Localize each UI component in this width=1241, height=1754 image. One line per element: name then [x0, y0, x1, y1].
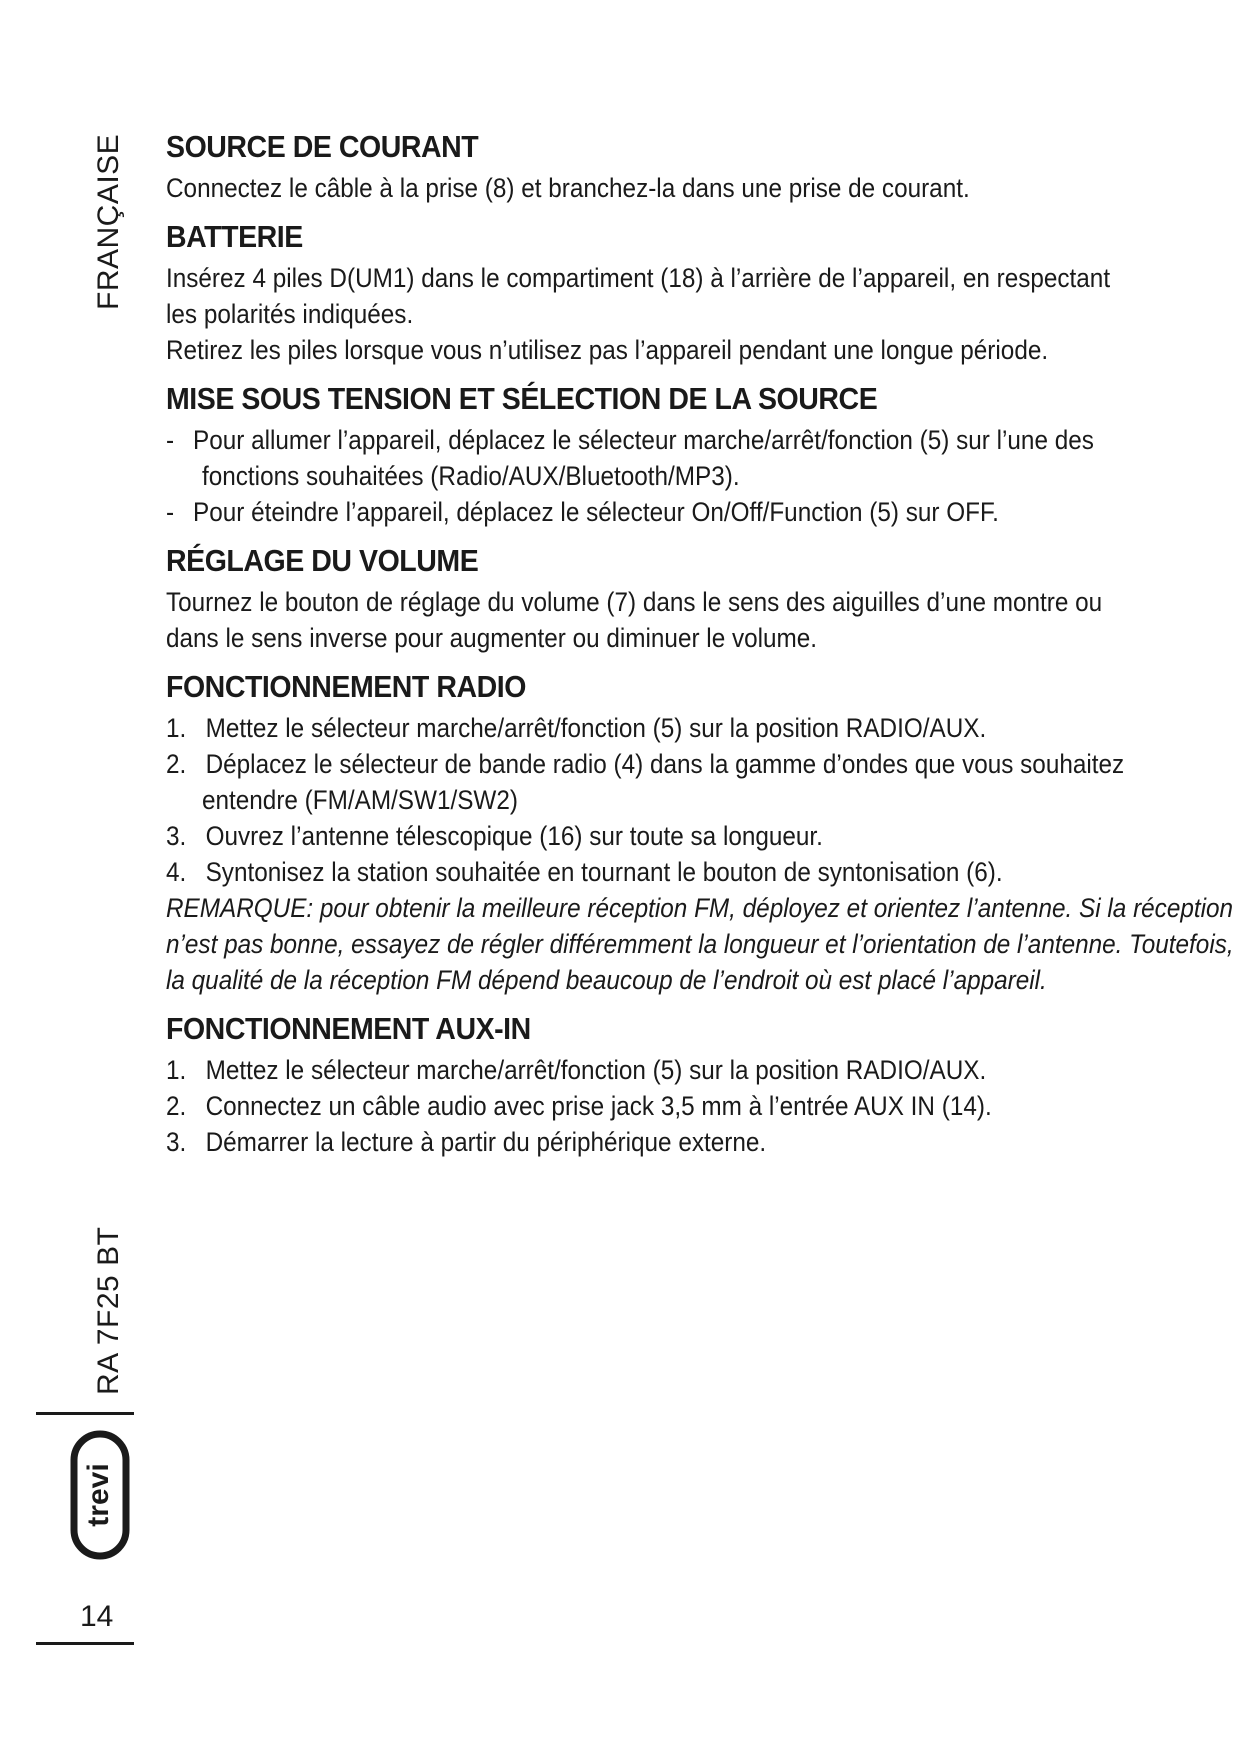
main-content: [166, 128, 1234, 1172]
note-text: n’est pas bonne, essayez de régler différemment la longueur et l’orientation de l’antenne. Toutefois,: [166, 929, 1234, 959]
section-title: BATTERIE: [166, 219, 303, 254]
section-title: FONCTIONNEMENT AUX-IN: [166, 1011, 531, 1046]
language-label: FRANÇAISE: [92, 133, 125, 310]
paragraph: Tournez le bouton de réglage du volume (7) dans le sens des aiguilles d’une montre ou: [166, 587, 1103, 617]
list-item: - Pour éteindre l’appareil, déplacez le sélecteur On/Off/Function (5) sur OFF.: [166, 497, 999, 527]
section-power-source: [166, 128, 1166, 206]
numbered-list: [166, 710, 1166, 890]
section-title: FONCTIONNEMENT RADIO: [166, 669, 526, 704]
model-divider: [36, 1412, 134, 1415]
page-number-underline: [36, 1642, 134, 1645]
trevi-logo: [68, 1430, 132, 1560]
page-number: 14: [80, 1600, 114, 1633]
section-volume: [166, 542, 1166, 656]
list-item: 2. Connectez un câble audio avec prise jack 3,5 mm à l’entrée AUX IN (14).: [166, 1091, 992, 1121]
list-item: 2. Déplacez le sélecteur de bande radio (4) dans la gamme d’ondes que vous souhaitez: [166, 749, 1125, 779]
note-text: la qualité de la réception FM dépend beaucoup de l’endroit où est placé l’appareil.: [166, 965, 1047, 995]
list-item: 1. Mettez le sélecteur marche/arrêt/fonction (5) sur la position RADIO/AUX.: [166, 1055, 987, 1085]
list-item: 3. Ouvrez l’antenne télescopique (16) sur toute sa longueur.: [166, 821, 823, 851]
section-power-on: [166, 380, 1166, 530]
section-title: MISE SOUS TENSION ET SÉLECTION DE LA SOURCE: [166, 381, 878, 416]
svg-text:trevi: trevi: [82, 1463, 115, 1527]
list-item: - Pour allumer l’appareil, déplacez le sélecteur marche/arrêt/fonction (5) sur l’une des: [166, 425, 1094, 455]
list-item-continuation: fonctions souhaitées (Radio/AUX/Bluetooth/MP3).: [202, 461, 740, 491]
section-battery: [166, 218, 1166, 368]
list-item-continuation: entendre (FM/AM/SW1/SW2): [202, 785, 518, 815]
paragraph: dans le sens inverse pour augmenter ou diminuer le volume.: [166, 623, 818, 653]
paragraph: Retirez les piles lorsque vous n’utilisez pas l’appareil pendant une longue période.: [166, 335, 1049, 365]
paragraph: Connectez le câble à la prise (8) et branchez-la dans une prise de courant.: [166, 173, 970, 203]
bullet-list: [166, 422, 1166, 530]
paragraph: Insérez 4 piles D(UM1) dans le compartiment (18) à l’arrière de l’appareil, en respectant: [166, 263, 1111, 293]
numbered-list: [166, 1052, 1166, 1160]
list-item: 1. Mettez le sélecteur marche/arrêt/fonction (5) sur la position RADIO/AUX.: [166, 713, 987, 743]
list-item: 3. Démarrer la lecture à partir du périphérique externe.: [166, 1127, 767, 1157]
model-label: RA 7F25 BT: [92, 1226, 125, 1395]
note-text: REMARQUE: pour obtenir la meilleure réception FM, déployez et orientez l’antenne. Si la réception: [166, 893, 1234, 923]
section-title: RÉGLAGE DU VOLUME: [166, 543, 479, 578]
paragraph: les polarités indiquées.: [166, 299, 414, 329]
section-radio: [166, 668, 1234, 998]
section-aux-in: [166, 1010, 1166, 1160]
section-title: SOURCE DE COURANT: [166, 129, 479, 164]
list-item: 4. Syntonisez la station souhaitée en tournant le bouton de syntonisation (6).: [166, 857, 1003, 887]
